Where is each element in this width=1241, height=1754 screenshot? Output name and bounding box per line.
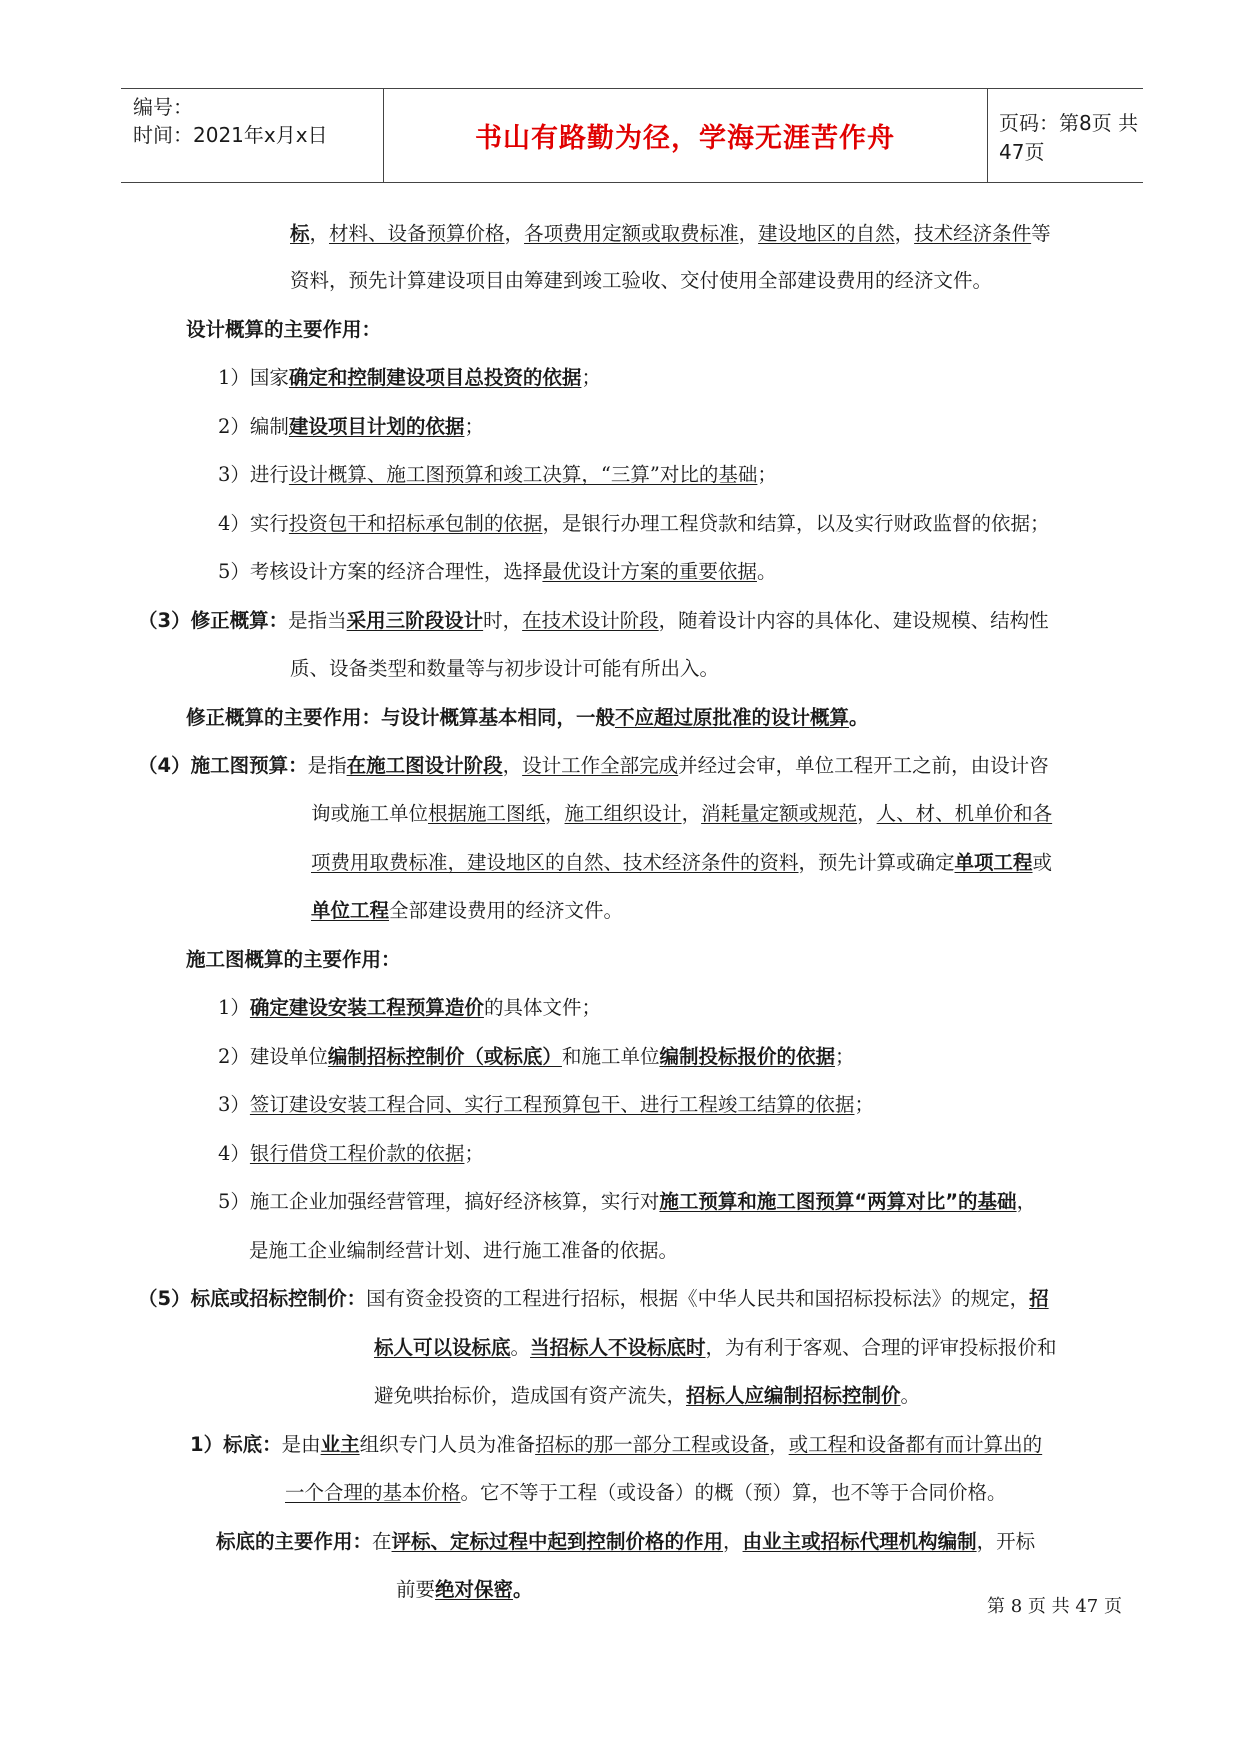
- header-divider: [987, 89, 988, 182]
- text-line: （3）修正概算：是指当采用三阶段设计时，在技术设计阶段，随着设计内容的具体化、建设规模、结构性: [138, 609, 1049, 632]
- header-motto: 书山有路勤为径，学海无涯苦作舟: [475, 123, 895, 154]
- text-line: 质、设备类型和数量等与初步设计可能有所出入。: [290, 657, 720, 680]
- section-heading: 设计概算的主要作用：: [186, 318, 382, 341]
- text-line: 标底的主要作用：在评标、定标过程中起到控制价格的作用，由业主或招标代理机构编制，开标: [216, 1530, 1036, 1553]
- list-item: 4）银行借贷工程价款的依据；: [218, 1142, 484, 1165]
- text-line: 询或施工单位根据施工图纸，施工组织设计，消耗量定额或规范，人、材、机单价和各: [311, 802, 1053, 825]
- document-number: 编号：: [133, 95, 193, 119]
- list-item: 3）签订建设安装工程合同、实行工程预算包干、进行工程竣工结算的依据；: [218, 1093, 874, 1116]
- list-item: 5）考核设计方案的经济合理性，选择最优设计方案的重要依据。: [218, 560, 777, 583]
- text-line: （5）标底或招标控制价：国有资金投资的工程进行招标，根据《中华人民共和国招标投标法》的规定，招: [138, 1287, 1049, 1310]
- header-meta: [133, 93, 383, 149]
- list-item: 2）编制建设项目计划的依据；: [218, 415, 484, 438]
- section-heading: 修正概算的主要作用：与设计概算基本相同，一般不应超过原批准的设计概算。: [186, 706, 869, 729]
- text-line: 1）标底：是由业主组织专门人员为准备招标的那一部分工程或设备，或工程和设备都有而计算出的: [190, 1433, 1043, 1456]
- text-line: 一个合理的基本价格。它不等于工程（或设备）的概（预）算，也不等于合同价格。: [285, 1481, 1007, 1504]
- list-item: 4）实行投资包干和招标承包制的依据，是银行办理工程贷款和结算，以及实行财政监督的依据；: [218, 512, 1050, 535]
- text-line: 资料，预先计算建设项目由筹建到竣工验收、交付使用全部建设费用的经济文件。: [290, 269, 993, 292]
- text-line: 项费用取费标准，建设地区的自然、技术经济条件的资料，预先计算或确定单项工程或: [311, 851, 1053, 874]
- header-page-number: 页码：第8页 共47页: [999, 110, 1139, 164]
- text-line: （4）施工图预算：是指在施工图设计阶段，设计工作全部完成并经过会审，单位工程开工之前，由设计咨: [138, 754, 1049, 777]
- list-item: 1）国家确定和控制建设项目总投资的依据；: [218, 366, 601, 389]
- list-item: 3）进行设计概算、施工图预算和竣工决算，“三算”对比的基础；: [218, 463, 777, 486]
- text-line: 标，材料、设备预算价格，各项费用定额或取费标准，建设地区的自然，技术经济条件等: [290, 222, 1051, 245]
- page-footer: 第 8 页 共 47 页: [987, 1596, 1122, 1617]
- list-item: 2）建设单位编制招标控制价（或标底）和施工单位编制投标报价的依据；: [218, 1045, 855, 1068]
- list-item: 5）施工企业加强经营管理，搞好经济核算，实行对施工预算和施工图预算“两算对比”的基础，: [218, 1190, 1037, 1213]
- text-line: 单位工程全部建设费用的经济文件。: [311, 899, 624, 922]
- document-date: 时间：2021年x月x日: [133, 123, 328, 147]
- text-line: 标人可以设标底。当招标人不设标底时，为有利于客观、合理的评审投标报价和: [374, 1336, 1057, 1359]
- text-line: 避免哄抬标价，造成国有资产流失，招标人应编制招标控制价。: [374, 1384, 921, 1407]
- page-header: [121, 88, 1143, 183]
- text-line: 是施工企业编制经营计划、进行施工准备的依据。: [249, 1239, 679, 1262]
- section-heading: 施工图概算的主要作用：: [186, 948, 401, 971]
- list-item: 1）确定建设安装工程预算造价的具体文件；: [218, 996, 601, 1019]
- text-line: 前要绝对保密。: [396, 1578, 533, 1601]
